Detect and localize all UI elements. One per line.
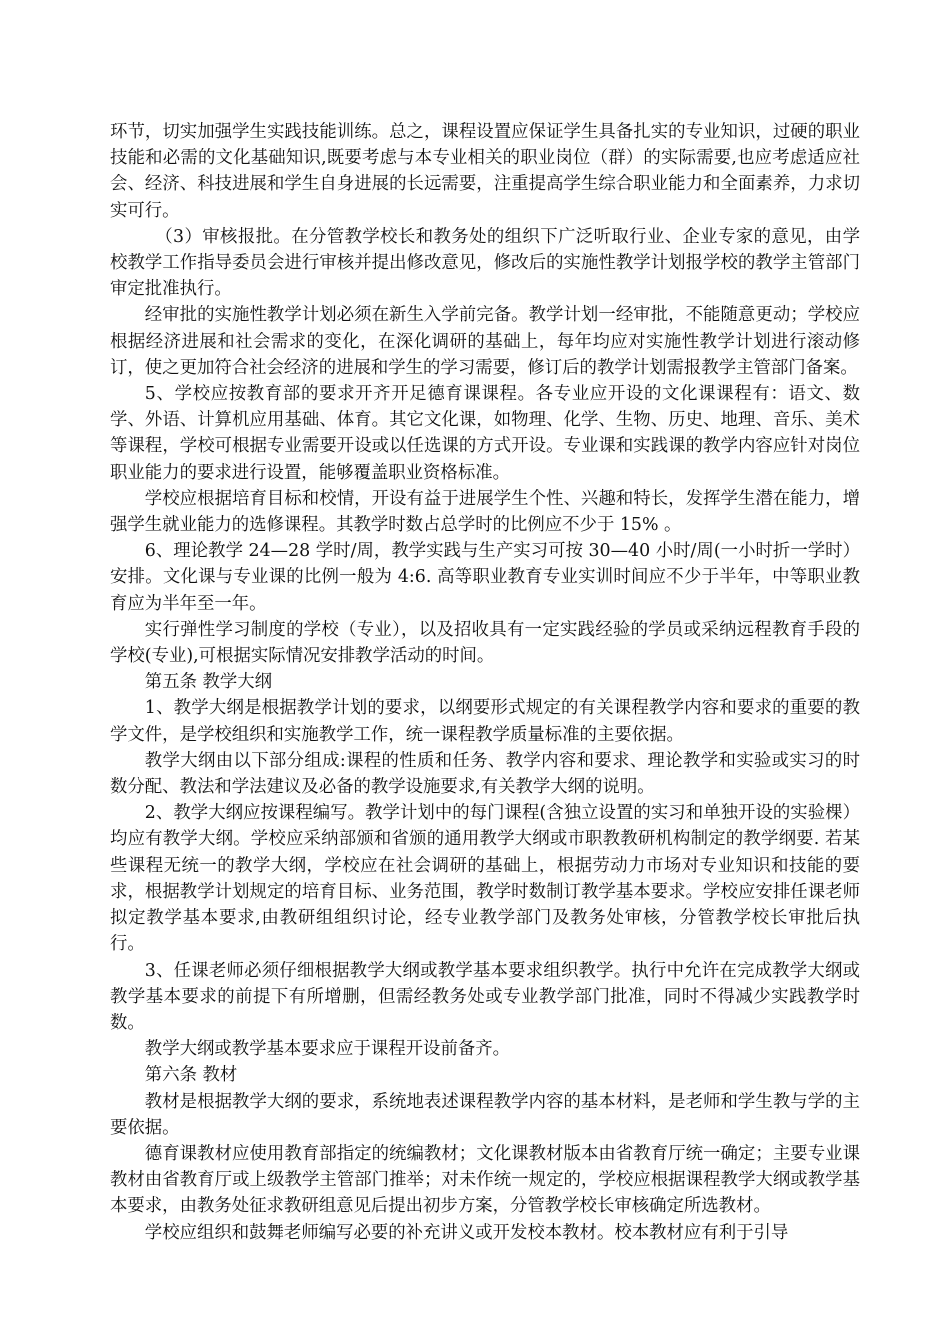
- document-body: [110, 119, 860, 1246]
- paragraph-approved-plan: 经审批的实施性教学计划必须在新生入学前完备。教学计划一经审批，不能随意更动；学校应根据经济进展和社会需求的变化，在深化调研的基础上，每年均应对实施性教学计划进行滚动修订，使之更加符合社会经济的进展和学生的学习需要，修订后的教学计划需报教学主管部门备案。: [110, 305, 860, 378]
- paragraph-course-setting-continued: 环节，切实加强学生实践技能训练。总之，课程设置应保证学生具备扎实的专业知识，过硬的职业技能和必需的文化基础知识,既要考虑与本专业相关的职业岗位（群）的实际需要,也应考虑适应社会、经济、科技进展和学生自身进展的长远需要，注重提高学生综合职业能力和全面素养，力求切实可行。: [110, 122, 860, 221]
- paragraph-school-textbooks: 学校应组织和鼓舞老师编写必要的补充讲义或开发校本教材。校本教材应有利于引导: [144, 1222, 789, 1243]
- paragraph-syllabus-ready: 教学大纲或教学基本要求应于课程开设前备齐。: [144, 1039, 511, 1060]
- paragraph-item-5-courses: 5、学校应按教育部的要求开齐开足德育课课程。各专业应开设的文化课课程有：语文、数学、外语、计算机应用基础、体育。其它文化课，如物理、化学、生物、历史、地理、音乐、美术等课程，学校可根据专业需要开设或以任选课的方式开设。专业课和实践课的教学内容应针对岗位职业能力的要求进行设置，能够覆盖职业资格标准。: [110, 384, 860, 483]
- paragraph-review-approval: （3）审核报批。在分管教学校长和教务处的组织下广泛听取行业、企业专家的意见，由学校教学工作指导委员会进行审核并提出修改意见，修改后的实施性教学计划报学校的教学主管部门审定批准执行。: [110, 226, 860, 300]
- paragraph-syllabus-3: 3、任课老师必须仔细根据教学大纲或教学基本要求组织教学。执行中允许在完成教学大纲或教学基本要求的前提下有所增删，但需经教务处或专业教学部门批准，同时不得减少实践教学时数。: [110, 960, 860, 1033]
- paragraph-item-6-hours: 6、理论教学 24—28 学时/周，教学实践与生产实习可按 30—40 小时/周(一小时折一学时）安排。文化课与专业课的比例一般为 4:6. 高等职业教育专业实训时间应不少于半年，中等职业教育应为半年至一年。: [110, 541, 860, 614]
- paragraph-textbook-definition: 教材是根据教学大纲的要求，系统地表述课程教学内容的基本材料，是老师和学生教与学的主要依据。: [110, 1091, 860, 1138]
- paragraph-syllabus-2: 2、教学大纲应按课程编写。教学计划中的每门课程(含独立设置的实习和单独开设的实验棵）均应有教学大纲。学校应采纳部颁和省颁的通用教学大纲或市职教教研机构制定的教学纲要. 若某些课程无统一的教学大纲，学校应在社会调研的基础上，根据劳动力市场对专业知识和技能的要求，根据教学计划规定的培育目标、业务范围，教学时数制订教学基本要求。学校应安排任课老师拟定教学基本要求,由教研组组织讨论，经专业教学部门及教务处审核，分管教学校长审批后执行。: [110, 803, 860, 955]
- paragraph-syllabus-parts: 教学大纲由以下部分组成:课程的性质和任务、教学内容和要求、理论教学和实验或实习的时数分配、教法和学法建议及必备的教学设施要求,有关教学大纲的说明。: [110, 750, 860, 798]
- heading-article-5: 第五条 教学大纲: [144, 672, 273, 693]
- heading-article-6: 第六条 教材: [144, 1065, 238, 1086]
- paragraph-syllabus-1: 1、教学大纲是根据教学计划的要求，以纲要形式规定的有关课程教学内容和要求的重要的教学文件，是学校组织和实施教学工作，统一课程教学质量标准的主要依据。: [110, 698, 860, 745]
- paragraph-elective-courses: 学校应根据培育目标和校情，开设有益于进展学生个性、兴趣和特长，发挥学生潜在能力，增强学生就业能力的选修课程。其教学时数占总学时的比例应不少于 15% 。: [110, 488, 860, 536]
- paragraph-textbook-selection: 德育课教材应使用教育部指定的统编教材；文化课教材版本由省教育厅统一确定；主要专业课教材由省教育厅或上级教学主管部门推举；对未作统一规定的，学校应根据课程教学大纲或教学基本要求，由教务处征求教研组意见后提出初步方案，分管教学校长审核确定所选教材。: [110, 1143, 860, 1217]
- paragraph-flexible-learning: 实行弹性学习制度的学校（专业），以及招收具有一定实践经验的学员或采纳远程教育手段的学校(专业),可根据实际情况安排教学活动的时间。: [110, 619, 860, 667]
